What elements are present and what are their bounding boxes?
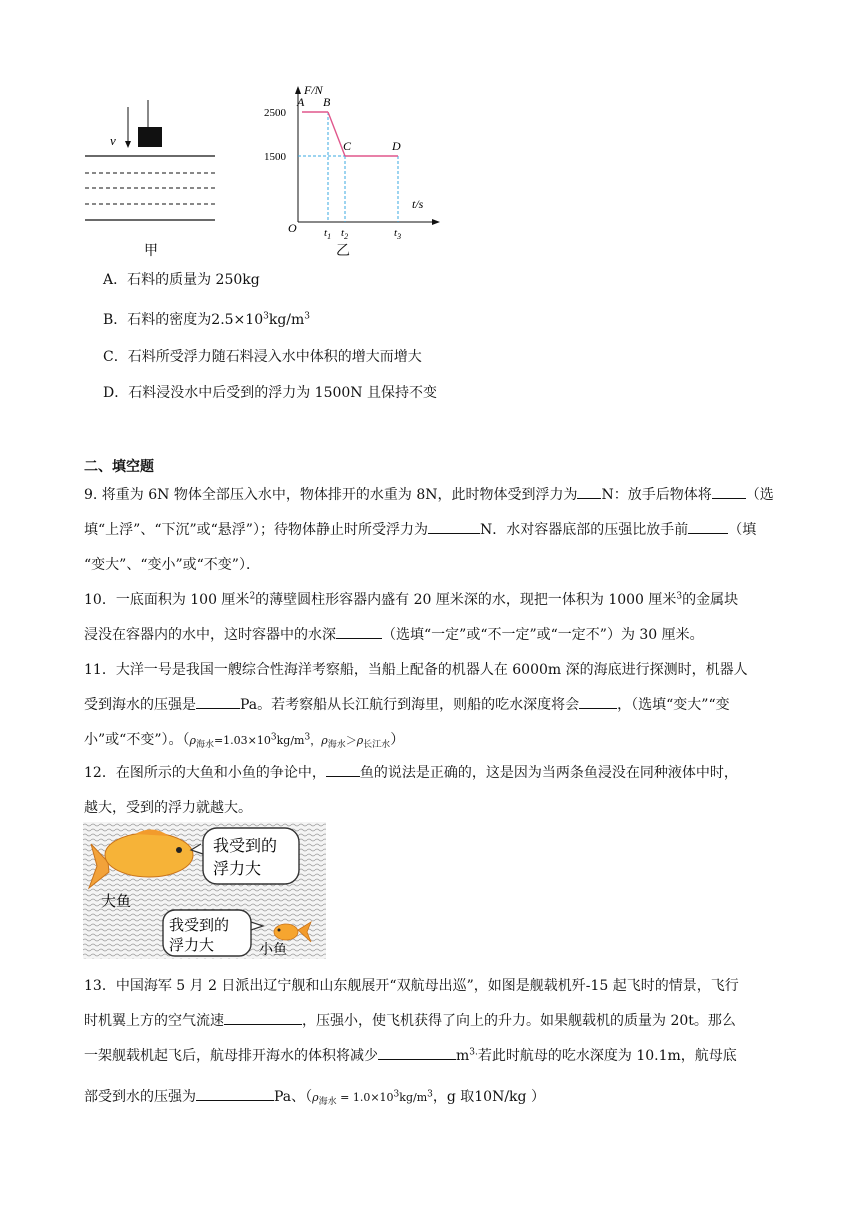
q9-blank-3[interactable] [428, 519, 480, 534]
question-12 [84, 756, 776, 826]
q9-text-3: “变大”、“变小”或“不变”）． [84, 557, 260, 573]
q13-exp: 3. [469, 1047, 478, 1058]
small-bubble-line-2: 浮力大 [169, 936, 215, 954]
q10-line-1 [84, 583, 776, 618]
point-label-d: D [392, 139, 401, 153]
option-b [103, 310, 310, 330]
small-speech-bubble [163, 910, 263, 956]
q11-eq: =1.03×10 [213, 734, 271, 747]
q9-text-2c: （填 [728, 522, 757, 538]
q13-text-3a: 一架舰载机起飞后，航母排开海水的体积将减少 [84, 1048, 378, 1064]
q11-line-1 [84, 653, 776, 688]
small-bubble-line-1: 我受到的 [169, 916, 230, 934]
q11-sub-sea: 海水 [195, 740, 214, 751]
q11-close: ） [390, 732, 405, 748]
q13-unit-exp: 3 [427, 1089, 433, 1100]
q9-text-2a: 填“上浮”、“下沉”或“悬浮”）；待物体静止时所受浮力为 [84, 522, 428, 538]
q12-text-2: 越大，受到的浮力就越大。 [84, 800, 252, 816]
point-label-b: B [323, 95, 331, 109]
q9-line-2 [84, 513, 776, 548]
caption-jia: 甲 [144, 243, 158, 259]
question-13 [84, 969, 776, 1115]
y-axis-arrow [295, 86, 301, 94]
big-bubble-line-1: 我受到的 [213, 836, 278, 855]
q9-blank-1[interactable] [577, 484, 601, 499]
q11-text-2b: Pa。若考察船从长江航行到海里，则船的吃水深度将会 [240, 697, 580, 713]
y-tick-label-1: 2500 [264, 107, 286, 119]
q11-text-2a: 受到海水的压强是 [84, 697, 196, 713]
q10-sup-3: 3 [676, 591, 683, 602]
question-10 [84, 583, 776, 653]
q11-rho-2: ρ [321, 734, 328, 747]
small-fish-label: 小鱼 [259, 942, 287, 958]
q10-blank-1[interactable] [336, 624, 382, 639]
q13-text-2b: ，压强小，使飞机获得了向上的升力。如果舰载机的质量为 20t。那么 [302, 1013, 736, 1029]
q13-line-3 [84, 1039, 776, 1074]
option-b-unit: kg/m [268, 312, 305, 328]
big-speech-bubble [191, 828, 299, 884]
question-9 [84, 478, 776, 583]
q13-unit: kg/m [399, 1091, 428, 1104]
option-b-value: 2.5×10 [211, 312, 264, 328]
caption-yi: 乙 [336, 243, 350, 259]
q9-blank-4[interactable] [688, 519, 728, 534]
q11-sub-river: 长江水 [363, 740, 391, 751]
q9-text-1b: N：放手后物体将 [601, 487, 712, 503]
section-title: 二、填空题 [84, 459, 154, 475]
q10-text-1a: 10．一底面积为 100 厘米 [84, 592, 250, 608]
v-label: v [110, 133, 116, 148]
q11-sub-sea-2: 海水 [327, 740, 346, 751]
q11-blank-1[interactable] [196, 694, 240, 709]
q13-text-1: 13．中国海军 5 月 2 日派出辽宁舰和山东舰展开“双航母出巡”，如图是舰载机歼-15 起飞时的情景，飞行 [84, 978, 739, 994]
q9-blank-2[interactable] [712, 484, 746, 499]
q13-text-3c: 若此时航母的吃水深度为 10.1m，航母底 [477, 1048, 737, 1064]
option-d: D．石料浸没水中后受到的浮力为 1500N 且保持不变 [103, 385, 438, 401]
q13-line-2 [84, 1004, 776, 1039]
big-bubble-line-2: 浮力大 [213, 859, 262, 878]
q11-line-3: 小”或“不变”）。（$\rho_{海水}=1.03\times 10^3kg/m^3$，$\rho_{海水}>\rho_{长江水}$） [84, 732, 405, 751]
q11-text-1: 11．大洋一号是我国一艘综合性海洋考察船，当船上配备的机器人在 6000m 深的海底进行探测时，机器人 [84, 662, 748, 678]
x-tick-label-2: $t_2$ [341, 227, 349, 241]
point-label-c: C [343, 139, 352, 153]
point-label-a: A [297, 95, 305, 109]
q9-text-2b: N．水对容器底部的压强比放手前 [479, 522, 689, 538]
velocity-arrow-head [125, 141, 131, 148]
q11-exp: 3 [270, 732, 277, 743]
q10-text-2b: （选填“一定”或“不一定”或“一定不”）为 30 厘米。 [382, 627, 704, 643]
stone-block [138, 127, 162, 147]
x-tick-label-3: $t_3$ [394, 227, 402, 241]
y-tick-label-2: 1500 [264, 151, 286, 163]
fish-figure [83, 822, 326, 959]
q9-line-1 [84, 478, 776, 513]
q13-text-4a: 部受到水的压强为 [84, 1089, 196, 1105]
option-b-unit-exp: 3 [304, 311, 311, 322]
figure-yi-chart [262, 80, 442, 260]
q13-exp3: 3 [393, 1089, 400, 1100]
figure-jia [80, 95, 230, 265]
q11-text-2c: ，（选填“变大”“变 [617, 697, 730, 713]
origin-label: O [288, 221, 297, 235]
option-c: C．石料所受浮力随石料浸入水中体积的增大而增大 [103, 349, 422, 365]
big-fish-label: 大鱼 [101, 892, 132, 910]
q9-line-3 [84, 548, 776, 583]
q12-text-1b: 鱼的说法是正确的，这是因为当两条鱼浸没在同种液体中时， [359, 765, 738, 781]
q11-unit: kg/m [276, 734, 305, 747]
q11-rho-3: ρ [356, 734, 364, 747]
q10-text-2a: 浸没在容器内的水中，这时容器中的水深 [84, 627, 336, 643]
x-tick-label-1: $t_1$ [324, 227, 332, 241]
q11-rho-1: ρ [189, 734, 196, 747]
q10-text-1b: 的薄壁圆柱形容器内盛有 20 厘米深的水，现把一体积为 1000 厘米 [255, 592, 677, 608]
q10-line-2 [84, 618, 776, 653]
q13-rho: ρ [312, 1091, 319, 1104]
y-axis-label: F/N [304, 83, 323, 97]
q10-sup-2: 2 [249, 591, 256, 602]
q12-line-2 [84, 791, 776, 826]
q9-text-1a: 9. 将重为 6N 物体全部压入水中，物体排开的水重为 8N，此时物体受到浮力为 [84, 487, 578, 503]
q13-sub-sea: 海水 [318, 1097, 337, 1108]
x-axis-arrow [432, 219, 440, 225]
q13-blank-3[interactable] [196, 1086, 274, 1101]
q11-unit-exp: 3 [304, 732, 311, 743]
q13-line-1 [84, 969, 776, 1004]
q11-gt: ＞ [345, 734, 357, 747]
x-axis-label: t/s [412, 197, 424, 211]
q13-blank-1[interactable] [224, 1010, 302, 1025]
q12-line-1 [84, 756, 776, 791]
question-11 [84, 653, 776, 758]
q13-text-2a: 时机翼上方的空气流速 [84, 1013, 224, 1029]
q13-text-3b: m [456, 1048, 470, 1064]
q10-text-1c: 的金属块 [682, 592, 739, 608]
q12-blank-1[interactable] [326, 762, 360, 777]
q13-line-4 [84, 1080, 776, 1115]
q12-text-1a: 12．在图所示的大鱼和小鱼的争论中， [84, 765, 326, 781]
option-b-exp: 3 [263, 311, 269, 322]
q13-text-4b: Pa、（ [274, 1089, 313, 1105]
q13-blank-2[interactable] [378, 1045, 456, 1060]
q13-g-text: ，g 取10N/kg ） [432, 1089, 545, 1105]
q9-text-1c: （选 [745, 487, 774, 503]
q11-blank-2[interactable] [579, 694, 617, 709]
option-a: A．石料的质量为 250kg [103, 272, 260, 288]
q11-text-3a: 小”或“不变”）。（ [84, 732, 190, 748]
q11-line-2 [84, 688, 776, 723]
q13-eq: = 1.0×10 [336, 1091, 394, 1104]
option-b-prefix: B．石料的密度为 [103, 312, 212, 328]
